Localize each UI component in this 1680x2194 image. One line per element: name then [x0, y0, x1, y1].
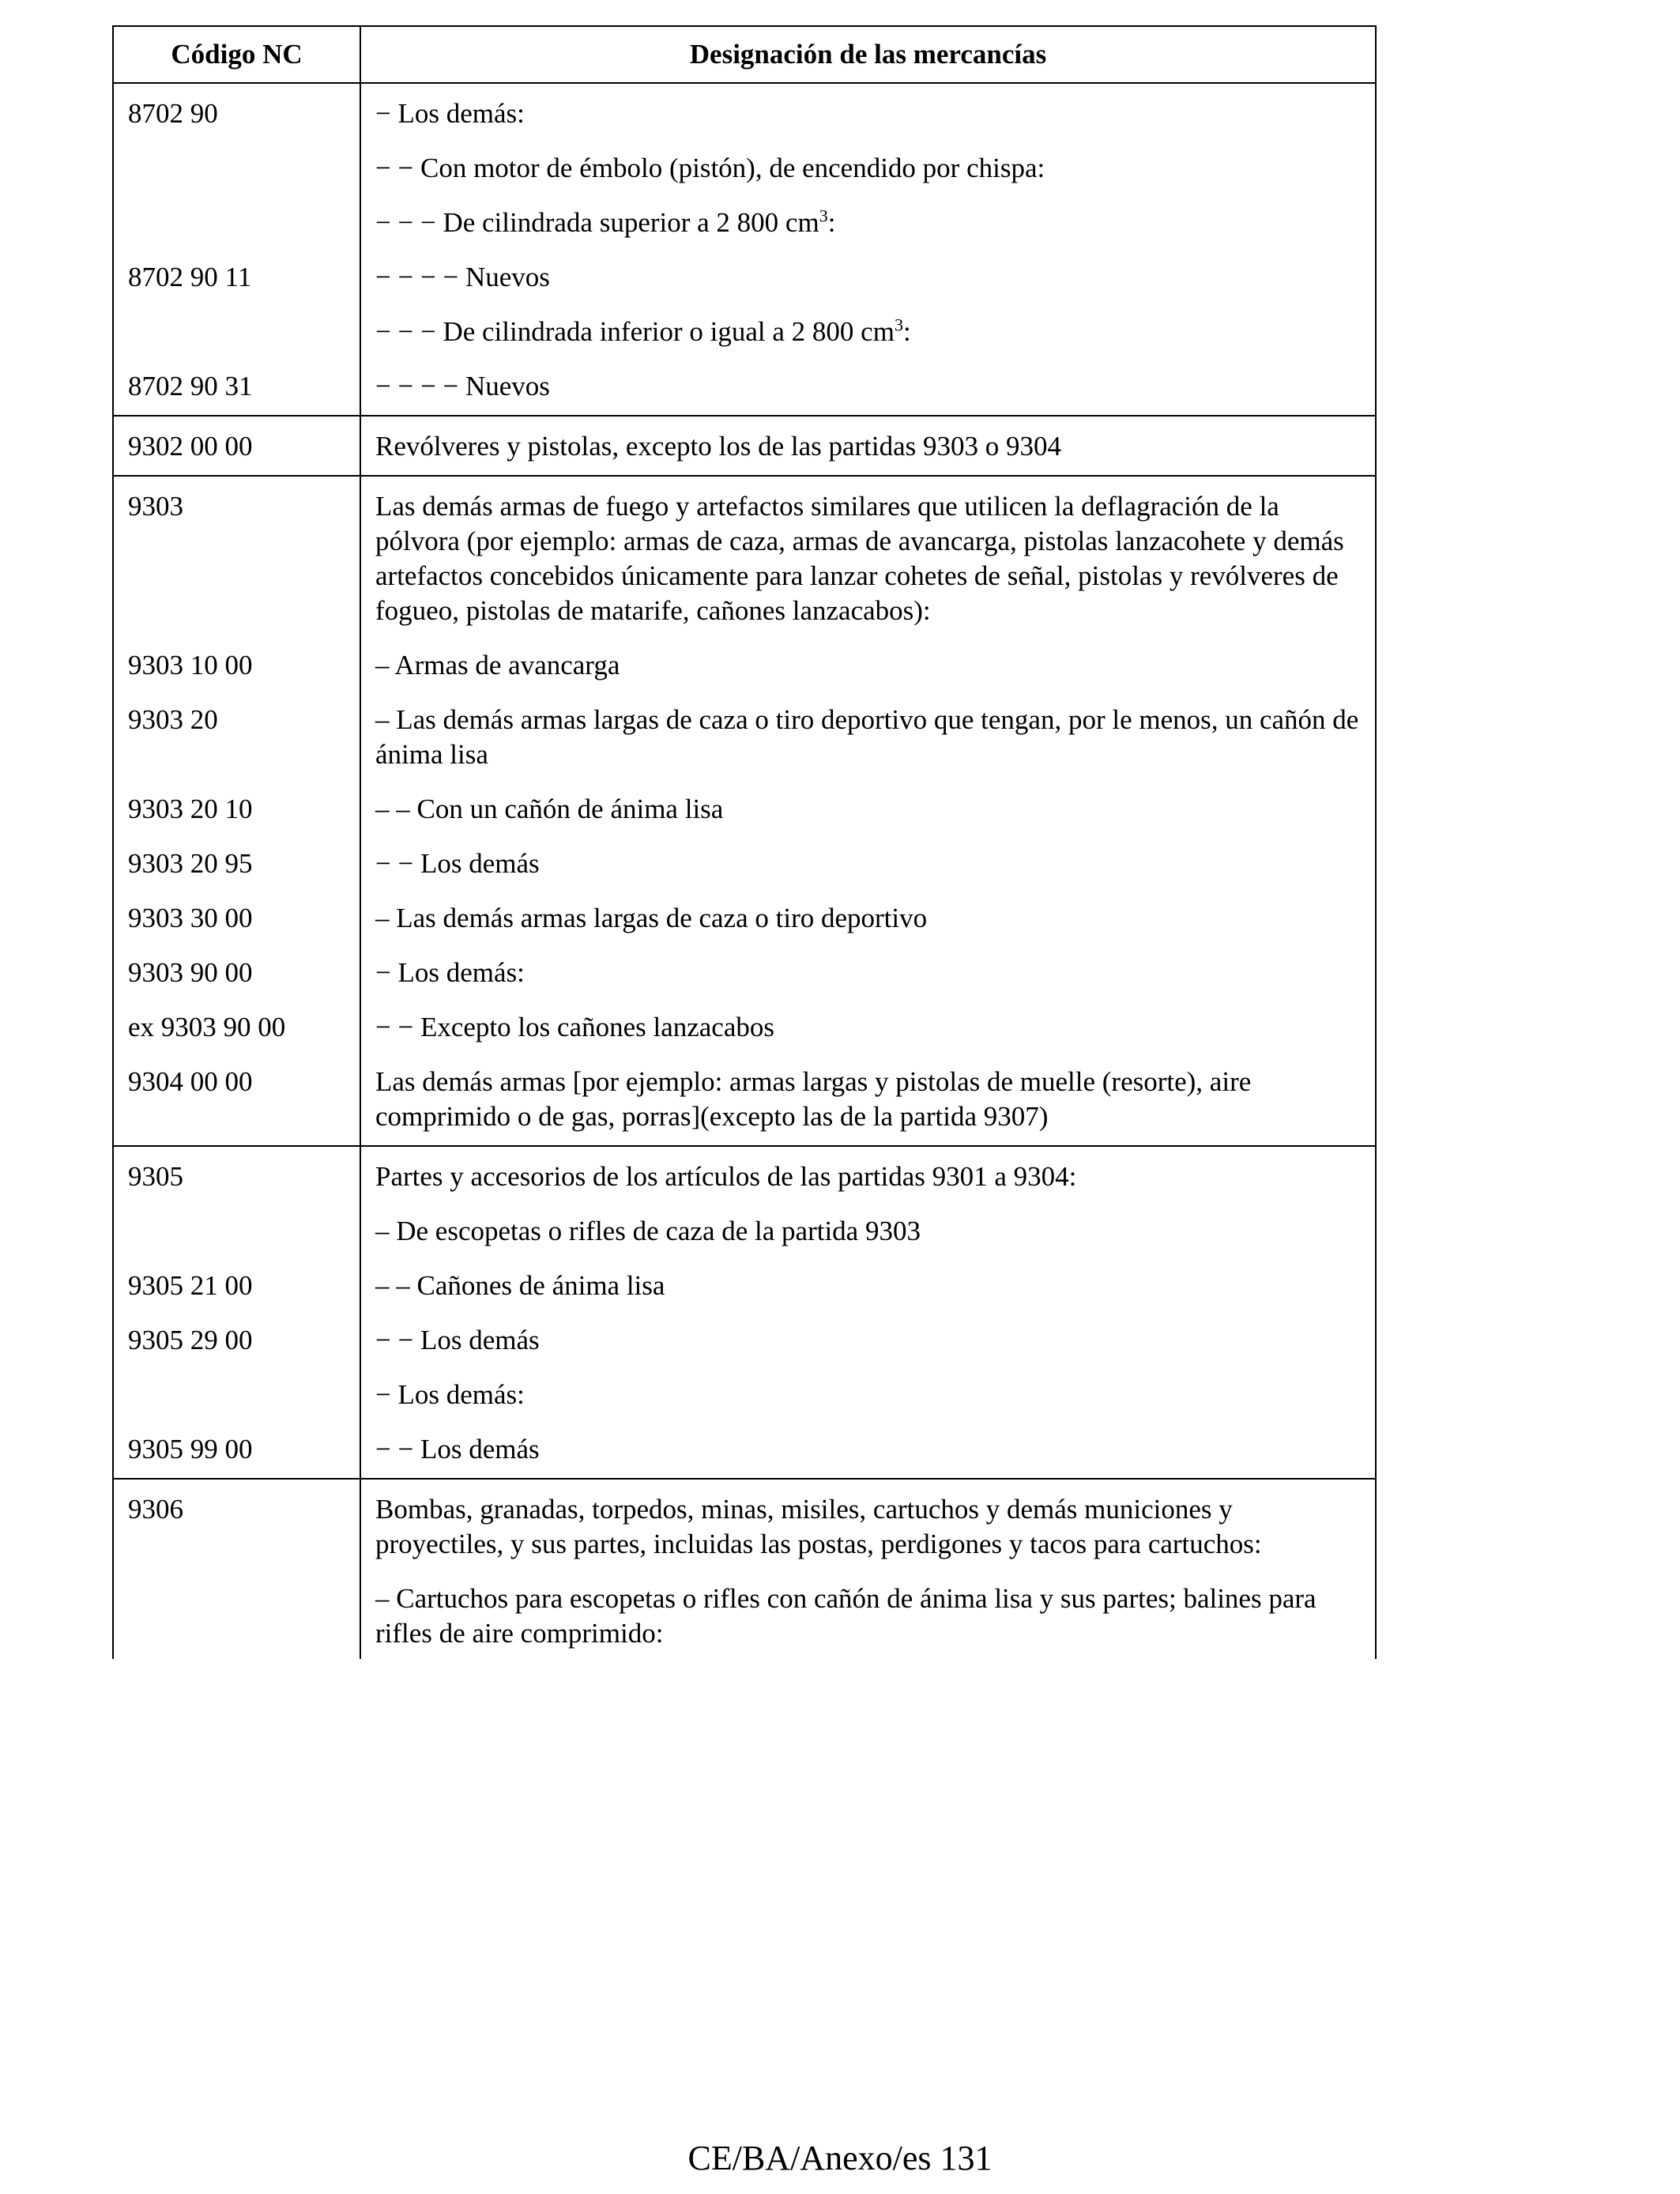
designation-cell	[360, 1214, 1376, 1269]
designation-text: – Armas de avancarga	[375, 650, 620, 680]
table-row	[113, 1323, 1376, 1378]
table-row	[113, 260, 1376, 315]
header-designation: Designación de las mercancías	[360, 26, 1376, 83]
designation-text: − − − − Nuevos	[375, 371, 550, 401]
nc-code-cell: 9303 30 00	[113, 901, 360, 956]
table-row	[113, 792, 1376, 846]
table-section	[113, 1479, 1376, 1659]
table-section	[113, 83, 1376, 416]
nc-code-cell: ex 9303 90 00	[113, 1010, 360, 1065]
designation-cell	[360, 260, 1376, 315]
designation-cell	[360, 956, 1376, 1010]
header-code: Código NC	[113, 26, 360, 83]
designation-text: – Las demás armas largas de caza o tiro deportivo que tengan, por le menos, un cañón de ánima lisa	[375, 704, 1359, 770]
table-row	[113, 901, 1376, 956]
nc-code-cell: 9303 20	[113, 703, 360, 792]
designation-cell	[360, 648, 1376, 703]
nc-code-cell	[113, 1214, 360, 1269]
designation-text: Las demás armas [por ejemplo: armas largas y pistolas de muelle (resorte), aire comprimido o de gas, porras](excepto las de la partida 9307)	[375, 1066, 1252, 1132]
table-row	[113, 205, 1376, 260]
designation-cell	[360, 315, 1376, 369]
nc-code-cell	[113, 1581, 360, 1659]
nc-code-cell: 9303 20 95	[113, 846, 360, 901]
nc-code-cell	[113, 205, 360, 260]
table-row	[113, 1432, 1376, 1479]
designation-text: Las demás armas de fuego y artefactos similares que utilicen la deflagración de la pólvora (por ejemplo: armas de caza, armas de avancarga, pistolas lanzacohete y demás artefactos concebidos únicamente para lanzar cohetes de señal, pistolas y revólveres de fogueo, pistolas de matarife, cañones lanzacabos):	[375, 491, 1344, 626]
designation-text: Bombas, granadas, torpedos, minas, misiles, cartuchos y demás municiones y proyectiles, y sus partes, incluidas las postas, perdigones y tacos para cartuchos:	[375, 1494, 1262, 1559]
designation-text: – De escopetas o rifles de caza de la partida 9303	[375, 1216, 921, 1246]
designation-suffix: :	[902, 316, 911, 347]
superscript-exponent: 3	[819, 205, 828, 226]
designation-text: – Cartuchos para escopetas o rifles con cañón de ánima lisa y sus partes; balines para rifles de aire comprimido:	[375, 1583, 1317, 1649]
designation-cell	[360, 1581, 1376, 1659]
designation-cell	[360, 846, 1376, 901]
designation-text: − Los demás:	[375, 1379, 525, 1410]
designation-cell	[360, 1432, 1376, 1479]
nc-code-cell: 9305 99 00	[113, 1432, 360, 1479]
designation-cell	[360, 1065, 1376, 1146]
designation-cell	[360, 1378, 1376, 1432]
nc-code-cell	[113, 315, 360, 369]
designation-cell	[360, 1479, 1376, 1581]
designation-cell	[360, 83, 1376, 151]
designation-cell	[360, 476, 1376, 648]
designation-text: − Los demás:	[375, 98, 525, 129]
table-row	[113, 1214, 1376, 1269]
designation-cell	[360, 1010, 1376, 1065]
designation-cell	[360, 416, 1376, 476]
designation-suffix: :	[827, 207, 836, 238]
table-row	[113, 369, 1376, 416]
designation-cell	[360, 205, 1376, 260]
nc-code-cell: 9305 21 00	[113, 1269, 360, 1323]
table-row	[113, 956, 1376, 1010]
designation-text: − − Los demás	[375, 1325, 540, 1355]
nc-code-cell	[113, 151, 360, 205]
designation-text: Revólveres y pistolas, excepto los de las partidas 9303 o 9304	[375, 431, 1062, 462]
table-row	[113, 1146, 1376, 1214]
designation-cell	[360, 1323, 1376, 1378]
nc-code-table	[112, 25, 1377, 1659]
designation-text: – – Con un cañón de ánima lisa	[375, 794, 724, 824]
header-row	[113, 26, 1376, 83]
nc-code-cell: 9302 00 00	[113, 416, 360, 476]
superscript-exponent: 3	[894, 315, 903, 335]
nc-code-cell: 9305	[113, 1146, 360, 1214]
designation-text: − − Los demás	[375, 848, 540, 879]
nc-code-cell: 8702 90	[113, 83, 360, 151]
table-row	[113, 1065, 1376, 1146]
nc-code-cell: 9303 90 00	[113, 956, 360, 1010]
designation-text: − Los demás:	[375, 957, 525, 988]
table-section	[113, 1146, 1376, 1479]
designation-text: − − − De cilindrada superior a 2 800 cm	[375, 207, 819, 238]
designation-text: – – Cañones de ánima lisa	[375, 1270, 665, 1301]
table-header	[113, 26, 1376, 83]
nc-code-cell: 9306	[113, 1479, 360, 1581]
designation-text: − − Excepto los cañones lanzacabos	[375, 1012, 774, 1042]
designation-cell	[360, 1269, 1376, 1323]
table-row	[113, 1378, 1376, 1432]
table-row	[113, 1010, 1376, 1065]
designation-cell	[360, 1146, 1376, 1214]
designation-cell	[360, 703, 1376, 792]
nc-code-cell: 9303 20 10	[113, 792, 360, 846]
nc-code-cell: 9305 29 00	[113, 1323, 360, 1378]
table-row	[113, 151, 1376, 205]
table-row	[113, 703, 1376, 792]
designation-text: − − − − Nuevos	[375, 262, 550, 292]
table-row	[113, 416, 1376, 476]
table-row	[113, 476, 1376, 648]
nc-code-cell: 8702 90 11	[113, 260, 360, 315]
table-row	[113, 315, 1376, 369]
table-section	[113, 416, 1376, 476]
designation-cell	[360, 151, 1376, 205]
nc-code-cell: 9303	[113, 476, 360, 648]
designation-text: − − Con motor de émbolo (pistón), de encendido por chispa:	[375, 153, 1045, 183]
nc-code-cell: 9303 10 00	[113, 648, 360, 703]
table-row	[113, 1581, 1376, 1659]
nc-code-cell	[113, 1378, 360, 1432]
designation-text: − − Los demás	[375, 1434, 540, 1465]
table-row	[113, 1269, 1376, 1323]
page-number: CE/BA/Anexo/es 131	[687, 2139, 993, 2177]
designation-text: – Las demás armas largas de caza o tiro deportivo	[375, 903, 928, 933]
table-row	[113, 648, 1376, 703]
table-row	[113, 846, 1376, 901]
designation-text: − − − De cilindrada inferior o igual a 2 800 cm	[375, 316, 895, 347]
designation-cell	[360, 792, 1376, 846]
designation-text: Partes y accesorios de los artículos de las partidas 9301 a 9304:	[375, 1161, 1077, 1192]
designation-cell	[360, 369, 1376, 416]
table-row	[113, 83, 1376, 151]
nc-code-cell: 8702 90 31	[113, 369, 360, 416]
table-section	[113, 476, 1376, 1146]
designation-cell	[360, 901, 1376, 956]
table-row	[113, 1479, 1376, 1581]
nc-code-cell: 9304 00 00	[113, 1065, 360, 1146]
